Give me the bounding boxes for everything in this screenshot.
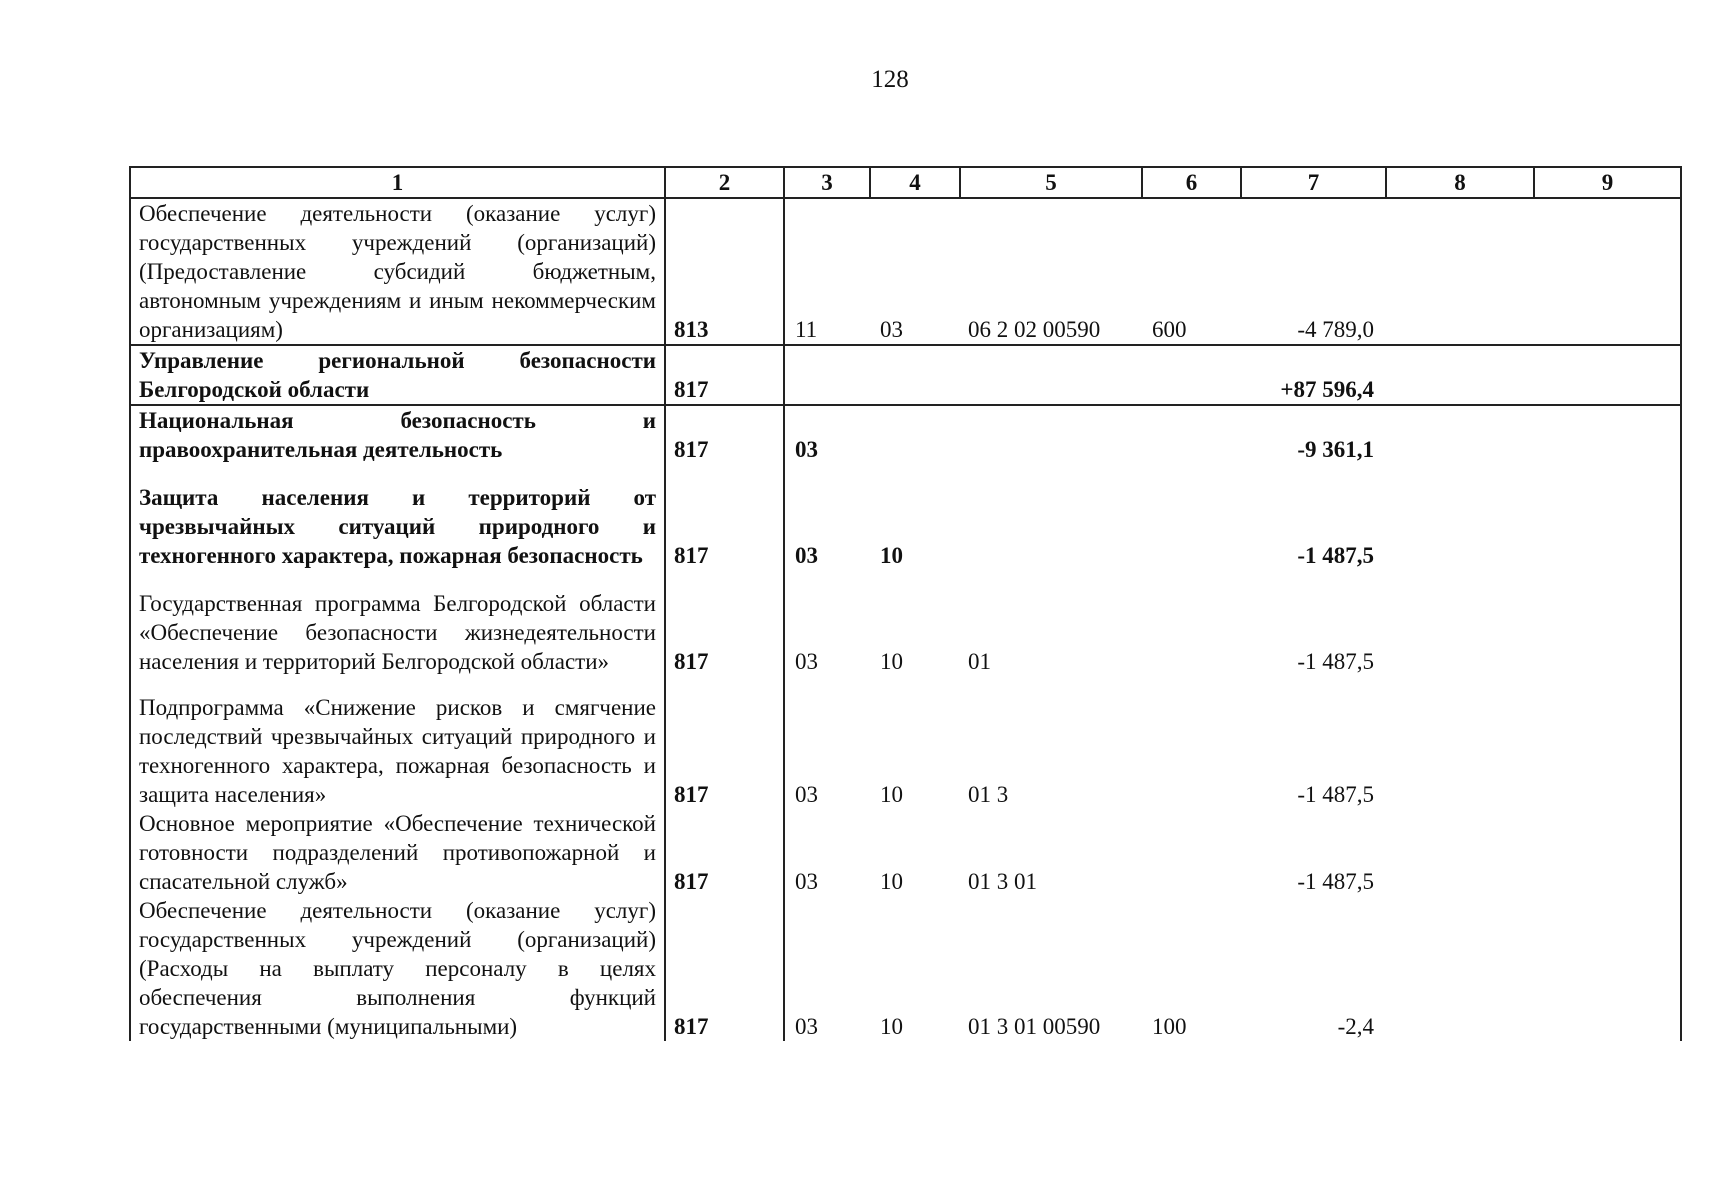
cell-col-4: 03 <box>870 198 960 345</box>
cell-col-7: -9 361,1 <box>1297 437 1374 462</box>
cell-col-9 <box>1534 198 1681 345</box>
table-row <box>130 809 1681 896</box>
header-col-5: 5 <box>960 167 1142 198</box>
header-row <box>130 167 1681 198</box>
row-description: Национальная безопасность и правоохранительная деятельность <box>130 405 665 464</box>
cell-col-3: 03 <box>784 676 870 809</box>
header-col-1: 1 <box>130 167 665 198</box>
cell-col-3: 03 <box>784 405 870 464</box>
cell-col-5: 01 3 <box>968 782 1009 807</box>
header-col-3: 3 <box>784 167 870 198</box>
header-col-6: 6 <box>1142 167 1241 198</box>
cell-col-6 <box>1142 464 1241 570</box>
cell-col-3: 03 <box>784 464 870 570</box>
page-number: 128 <box>871 66 909 93</box>
cell-col-8 <box>1386 405 1534 464</box>
cell-col-7: -1 487,5 <box>1297 869 1374 894</box>
table-row <box>130 198 1681 345</box>
budget-table <box>129 166 1682 1041</box>
cell-col-8 <box>1386 809 1534 896</box>
cell-col-7: -1 487,5 <box>1297 782 1374 807</box>
cell-col-6 <box>1142 676 1241 809</box>
cell-col-5 <box>960 405 1142 464</box>
cell-col-8 <box>1386 570 1534 676</box>
cell-col-8 <box>1386 676 1534 809</box>
cell-col-4 <box>870 405 960 464</box>
cell-col-9 <box>1534 896 1681 1041</box>
cell-col-5 <box>960 345 1142 405</box>
cell-col-9 <box>1534 464 1681 570</box>
table-row <box>130 345 1681 405</box>
cell-col-6: 100 <box>1152 1014 1187 1039</box>
cell-col-3: 11 <box>784 198 870 345</box>
cell-col-4 <box>870 345 960 405</box>
cell-col-2: 817 <box>665 809 784 896</box>
cell-col-7: -1 487,5 <box>1297 649 1374 674</box>
row-description: Подпрограмма «Снижение рисков и смягчение последствий чрезвычайных ситуаций природного и техногенного характера, пожарная безопасность и защита населения» <box>130 676 665 809</box>
cell-col-5 <box>960 464 1142 570</box>
cell-col-9 <box>1534 570 1681 676</box>
cell-col-4: 10 <box>880 1014 903 1039</box>
row-description: Защита населения и территорий от чрезвычайных ситуаций природного и техногенного характера, пожарная безопасность <box>130 464 665 570</box>
header-col-8: 8 <box>1386 167 1534 198</box>
cell-col-6 <box>1142 570 1241 676</box>
table-row <box>130 896 1681 1041</box>
cell-col-5: 06 2 02 00590 <box>960 198 1142 345</box>
cell-col-2: 817 <box>665 345 784 405</box>
header-col-2: 2 <box>665 167 784 198</box>
cell-col-6 <box>1142 405 1241 464</box>
row-description: Обеспечение деятельности (оказание услуг) государственных учреждений (организаций) (Предоставление субсидий бюджетным, автономным учреждениям и иным некоммерческим организациям) <box>130 198 665 345</box>
cell-col-6 <box>1142 345 1241 405</box>
cell-col-2: 817 <box>665 896 784 1041</box>
cell-col-4: 10 <box>880 649 903 674</box>
cell-col-9 <box>1534 676 1681 809</box>
cell-col-8 <box>1386 464 1534 570</box>
cell-col-4: 10 <box>880 782 903 807</box>
cell-col-5: 01 3 01 00590 <box>968 1014 1101 1039</box>
row-description: Управление региональной безопасности Белгородской области <box>130 345 665 405</box>
cell-col-2: 817 <box>665 464 784 570</box>
cell-col-4: 10 <box>880 869 903 894</box>
cell-col-2: 813 <box>665 198 784 345</box>
table-row <box>130 405 1681 464</box>
cell-col-2: 817 <box>665 676 784 809</box>
cell-col-6: 600 <box>1142 198 1241 345</box>
header-col-4: 4 <box>870 167 960 198</box>
cell-col-3: 03 <box>784 809 870 896</box>
cell-col-4: 10 <box>880 543 903 568</box>
cell-col-7: -2,4 <box>1337 1014 1374 1039</box>
cell-col-9 <box>1534 345 1681 405</box>
table-row <box>130 676 1681 809</box>
cell-col-6 <box>1142 809 1241 896</box>
cell-col-5: 01 <box>968 649 991 674</box>
cell-col-8 <box>1386 896 1534 1041</box>
cell-col-8 <box>1386 198 1534 345</box>
cell-col-3: 03 <box>784 570 870 676</box>
table-row <box>130 570 1681 676</box>
cell-col-2: 817 <box>665 405 784 464</box>
cell-col-7: -4 789,0 <box>1241 198 1386 345</box>
cell-col-9 <box>1534 405 1681 464</box>
budget-table-container <box>129 166 1680 1041</box>
row-description: Основное мероприятие «Обеспечение технической готовности подразделений противопожарной и спасательной служб» <box>130 809 665 896</box>
cell-col-7: -1 487,5 <box>1297 543 1374 568</box>
table-row <box>130 464 1681 570</box>
cell-col-9 <box>1534 809 1681 896</box>
header-col-7: 7 <box>1241 167 1386 198</box>
cell-col-3: 03 <box>784 896 870 1041</box>
cell-col-3 <box>784 345 870 405</box>
cell-col-7: +87 596,4 <box>1241 345 1386 405</box>
cell-col-8 <box>1386 345 1534 405</box>
row-description: Государственная программа Белгородской области «Обеспечение безопасности жизнедеятельности населения и территорий Белгородской области» <box>130 570 665 676</box>
cell-col-5: 01 3 01 <box>968 869 1037 894</box>
header-col-9: 9 <box>1534 167 1681 198</box>
cell-col-2: 817 <box>665 570 784 676</box>
row-description: Обеспечение деятельности (оказание услуг) государственных учреждений (организаций) (Расходы на выплату персоналу в целях обеспечения выполнения функций государственными (муниципальными) <box>130 896 665 1041</box>
